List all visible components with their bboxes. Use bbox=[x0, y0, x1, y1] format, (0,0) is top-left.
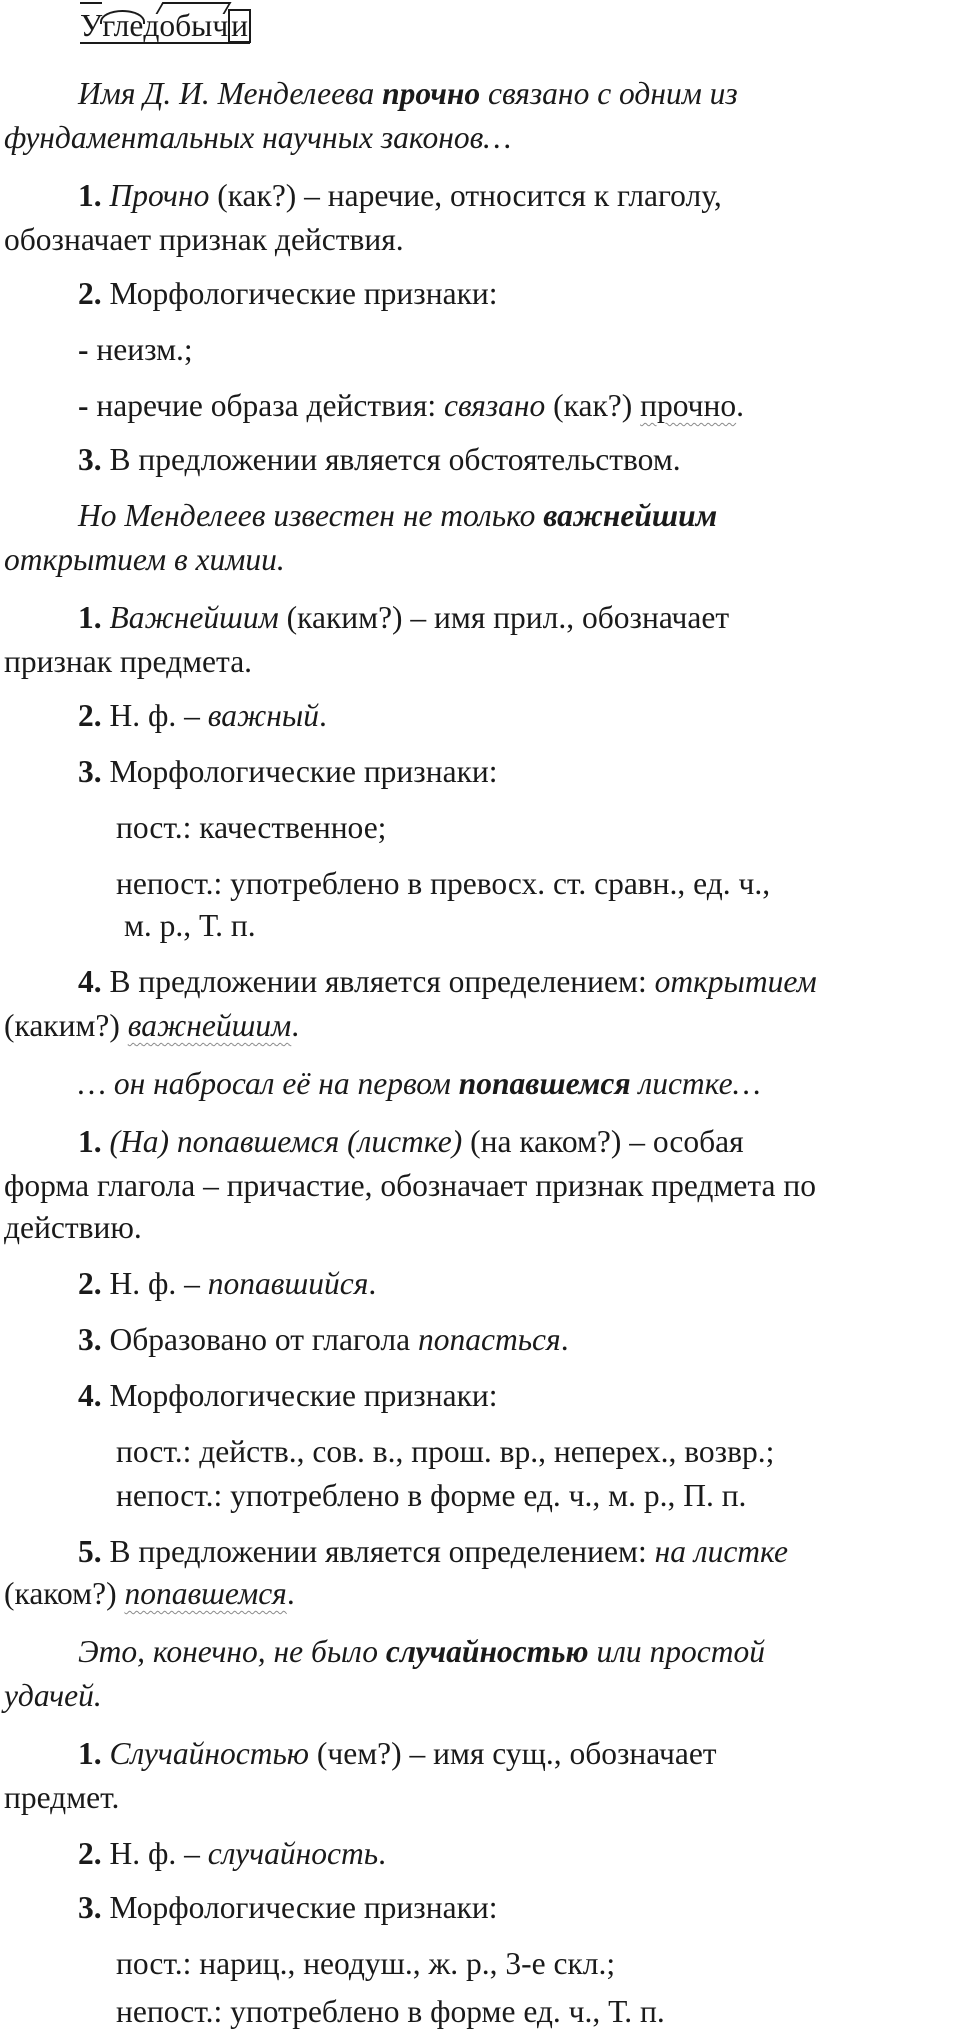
p1-item-1: 1. Прочно (как?) – наречие, относится к глаголу, bbox=[78, 178, 722, 213]
ending-mark: и bbox=[228, 9, 251, 43]
sentence-4-line-2: удачей. bbox=[4, 1678, 102, 1713]
sentence-2-line-2: открытием в химии. bbox=[4, 542, 285, 577]
p1-feature-2: - наречие образа действия: связано (как?) прочно. bbox=[78, 388, 744, 423]
sentence-3: … он набросал её на первом попавшемся листке… bbox=[78, 1066, 761, 1101]
prefix-mark: У bbox=[80, 2, 102, 48]
suffix-mark: обыч bbox=[159, 4, 228, 48]
p3-item-5: 5. В предложении является определением: на листке bbox=[78, 1534, 788, 1569]
sentence-1-line-2: фундаментальных научных законов… bbox=[4, 120, 512, 155]
p3-item-2: 2. Н. ф. – попавшийся. bbox=[78, 1266, 377, 1301]
sentence-4-line-1: Это, конечно, не было случайностью или простой bbox=[78, 1634, 766, 1669]
p4-item-1-cont: предмет. bbox=[4, 1780, 120, 1815]
p4-const-features: пост.: нариц., неодуш., ж. р., 3-е скл.; bbox=[116, 1946, 616, 1981]
heading-mid: д bbox=[143, 8, 160, 43]
p2-item-4-cont: (каким?) важнейшим. bbox=[4, 1008, 300, 1043]
p2-item-4: 4. В предложении является определением: открытием bbox=[78, 964, 817, 999]
p1-item-3: 3. В предложении является обстоятельством. bbox=[78, 442, 681, 477]
p1-item-1-cont: обозначает признак действия. bbox=[4, 222, 404, 257]
p2-item-3: 3. Морфологические признаки: bbox=[78, 754, 498, 789]
p2-item-2: 2. Н. ф. – важный. bbox=[78, 698, 327, 733]
p4-item-1: 1. Случайностью (чем?) – имя сущ., обозначает bbox=[78, 1736, 717, 1771]
p2-var-features: непост.: употреблено в превосх. ст. сравн., ед. ч., bbox=[116, 866, 771, 901]
p3-item-1-cont-2: действию. bbox=[4, 1210, 142, 1245]
p3-item-1: 1. (На) попавшемся (листке) (на каком?) – особая bbox=[78, 1124, 744, 1159]
p2-item-1-cont: признак предмета. bbox=[4, 644, 253, 679]
p4-item-3: 3. Морфологические признаки: bbox=[78, 1890, 498, 1925]
p2-var-features-cont: м. р., Т. п. bbox=[124, 908, 256, 943]
p2-const-features: пост.: качественное; bbox=[116, 810, 387, 845]
p3-item-5-cont: (каком?) попавшемся. bbox=[4, 1576, 295, 1611]
p4-var-features: непост.: употреблено в форме ед. ч., Т. п. bbox=[116, 1994, 665, 2029]
sentence-1-line-1: Имя Д. И. Менделеева прочно связано с одним из bbox=[78, 76, 738, 111]
p1-item-2: 2. Морфологические признаки: bbox=[78, 276, 498, 311]
p3-var-features: непост.: употреблено в форме ед. ч., м. р., П. п. bbox=[116, 1478, 747, 1513]
p3-item-4: 4. Морфологические признаки: bbox=[78, 1378, 498, 1413]
p3-item-1-cont-1: форма глагола – причастие, обозначает признак предмета по bbox=[4, 1168, 816, 1203]
sentence-2-line-1: Но Менделеев известен не только важнейшим bbox=[78, 498, 718, 533]
p3-const-features: пост.: действ., сов. в., прош. вр., неперех., возвр.; bbox=[116, 1434, 775, 1469]
p3-item-3: 3. Образовано от глагола попасться. bbox=[78, 1322, 569, 1357]
p2-item-1: 1. Важнейшим (каким?) – имя прил., обозначает bbox=[78, 600, 730, 635]
p4-item-2: 2. Н. ф. – случайность. bbox=[78, 1836, 386, 1871]
base-underline bbox=[80, 42, 250, 44]
p1-feature-1: - неизм.; bbox=[78, 332, 193, 367]
root-mark: гле bbox=[102, 4, 143, 48]
